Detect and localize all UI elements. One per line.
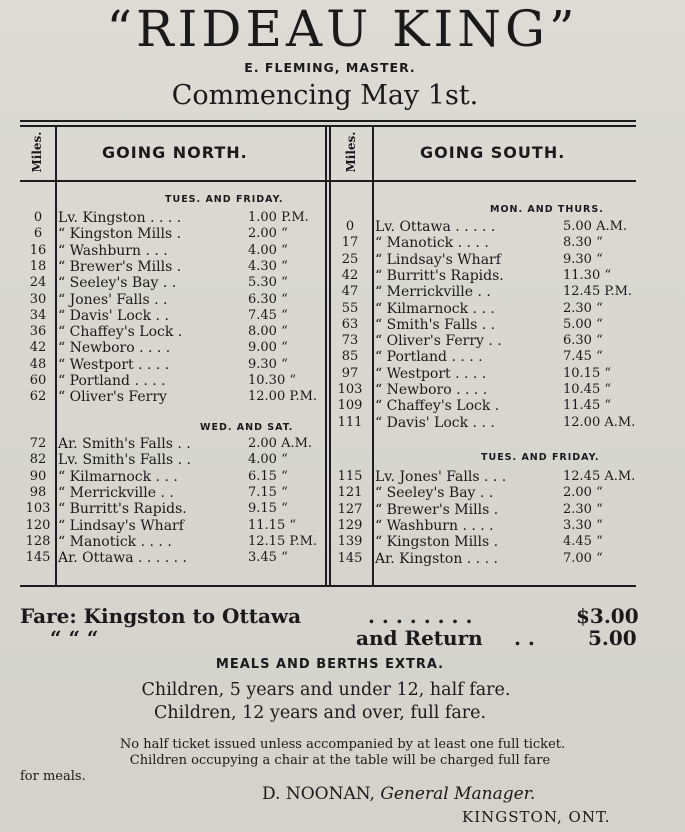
- row-miles: 47: [341, 284, 359, 300]
- row-time: 12.45 A.M.: [563, 469, 636, 484]
- row-miles: 85: [341, 349, 359, 365]
- row-station: “ Davis' Lock . . .: [375, 414, 495, 431]
- meals-note: for meals.: [20, 769, 86, 784]
- timetable-row: [330, 268, 640, 284]
- row-time: 2.00 “: [563, 485, 603, 501]
- timetable-row: [20, 308, 325, 324]
- timetable-row: [330, 235, 640, 251]
- timetable-row: [20, 357, 325, 373]
- timetable-row: [20, 518, 325, 534]
- row-time: 7.15 “: [248, 484, 288, 500]
- row-miles: 34: [29, 307, 47, 323]
- timetable-row: [330, 534, 640, 550]
- row-time: 7.45 “: [563, 349, 603, 365]
- master-line: E. FLEMING, MASTER.: [244, 60, 416, 75]
- row-time: 11.30 “: [563, 267, 611, 283]
- row-miles: 25: [341, 251, 359, 267]
- row-miles: 0: [345, 219, 355, 234]
- row-time: 10.45 “: [563, 382, 611, 397]
- row-time: 9.30 “: [563, 251, 603, 267]
- row-miles: 72: [29, 436, 47, 451]
- timetable-row: [330, 518, 640, 534]
- row-miles: 42: [29, 340, 47, 356]
- row-station: “ Westport . . . .: [58, 356, 170, 373]
- row-station: “ Oliver's Ferry: [58, 389, 167, 406]
- row-time: 12.00 P.M.: [248, 389, 318, 405]
- row-time: 9.00 “: [248, 340, 288, 356]
- fare-ditto-marks: “ “ “: [50, 626, 99, 650]
- children-full-fare: Children, 12 years and over, full fare.: [153, 703, 487, 723]
- row-miles: 115: [337, 469, 363, 484]
- commencing-line: Commencing May 1st.: [171, 80, 479, 111]
- timetable-row: [330, 485, 640, 501]
- row-miles: 103: [337, 382, 363, 397]
- row-miles: 6: [33, 226, 43, 242]
- row-station: “ Kingston Mills .: [58, 226, 182, 243]
- north-days-2: WED. AND SAT.: [200, 422, 294, 433]
- row-station: “ Oliver's Ferry . .: [375, 333, 502, 350]
- row-time: 12.15 P.M.: [248, 533, 318, 549]
- timetable-row: [330, 219, 640, 235]
- row-station: “ Kilmarnock . . .: [375, 300, 495, 317]
- row-time: 2.30 “: [563, 501, 603, 517]
- row-station: Lv. Smith's Falls . .: [58, 452, 191, 469]
- children-half-fare: Children, 5 years and under 12, half fare.: [141, 680, 511, 700]
- timetable-row: [20, 501, 325, 517]
- row-time: 7.45 “: [248, 307, 288, 323]
- timetable-row: [330, 415, 640, 431]
- timetable-row: [20, 259, 325, 275]
- timetable-row: [330, 333, 640, 349]
- row-station: “ Merrickville . .: [58, 484, 174, 501]
- timetable-row: [20, 373, 325, 389]
- table-top-rule-2: [20, 125, 636, 127]
- row-station: Ar. Kingston . . . .: [375, 550, 498, 567]
- timetable-row: [330, 301, 640, 317]
- row-time: 4.45 “: [563, 534, 603, 550]
- row-time: 3.30 “: [563, 517, 603, 533]
- row-station: “ Westport . . . .: [375, 365, 487, 382]
- meals-berths-note: MEALS AND BERTHS EXTRA.: [215, 657, 445, 672]
- row-time: 11.15 “: [248, 517, 296, 533]
- row-station: “ Chaffey's Lock .: [58, 324, 183, 341]
- row-station: Ar. Smith's Falls . .: [58, 436, 191, 452]
- row-miles: 0: [33, 210, 43, 225]
- row-miles: 17: [341, 235, 359, 251]
- row-time: 9.15 “: [248, 501, 288, 517]
- row-miles: 127: [337, 501, 363, 517]
- timetable-row: [330, 502, 640, 518]
- row-station: “ Portland . . . .: [375, 349, 483, 366]
- row-station: “ Washburn . . . .: [375, 517, 494, 534]
- timetable-row: [20, 340, 325, 356]
- row-time: 6.30 “: [248, 291, 288, 307]
- row-station: “ Brewer's Mills .: [58, 258, 182, 275]
- timetable-row: [20, 275, 325, 291]
- row-time: 2.00 A.M.: [248, 436, 313, 451]
- row-miles: 121: [337, 485, 363, 501]
- timetable-row: [330, 551, 640, 567]
- row-time: 9.30 “: [248, 356, 288, 372]
- row-miles: 90: [29, 468, 47, 484]
- manager-signature: [262, 784, 535, 804]
- row-miles: 120: [25, 517, 51, 533]
- row-miles: 73: [341, 333, 359, 349]
- row-miles: 98: [29, 484, 47, 500]
- row-time: 7.00 “: [563, 550, 603, 566]
- row-station: “ Davis' Lock . .: [58, 307, 169, 324]
- row-time: 12.45 P.M.: [563, 284, 633, 300]
- timetable-row: [20, 436, 325, 452]
- row-station: “ Manotick . . . .: [375, 235, 489, 252]
- south-days-1: MON. AND THURS.: [490, 204, 604, 215]
- row-miles: 145: [337, 550, 363, 566]
- timetable-row: [20, 389, 325, 405]
- timetable-row: [20, 469, 325, 485]
- row-miles: 145: [25, 550, 51, 566]
- timetable-row: [20, 550, 325, 566]
- timetable-row: [20, 210, 325, 226]
- row-station: “ Kingston Mills .: [375, 534, 499, 551]
- row-miles: 103: [25, 501, 51, 517]
- row-miles: 36: [29, 324, 47, 340]
- row-miles: 82: [29, 452, 47, 468]
- south-miles-label: Miles.: [344, 131, 358, 173]
- timetable-row: [330, 382, 640, 398]
- north-miles-label: Miles.: [30, 131, 44, 173]
- row-station: “ Chaffey's Lock .: [375, 398, 500, 415]
- center-divider-1: [325, 125, 327, 585]
- row-time: 11.45 “: [563, 398, 611, 414]
- row-time: 12.00 A.M.: [563, 414, 636, 430]
- fare-label: Fare: Kingston to Ottawa: [20, 604, 302, 628]
- half-ticket-note: No half ticket issued unless accompanied by at least one full ticket.: [119, 737, 566, 752]
- fare-dots-1: . . . . . . . .: [368, 604, 473, 628]
- timetable-row: [330, 469, 640, 485]
- row-station: Lv. Jones' Falls . . .: [375, 469, 507, 485]
- row-time: 2.00 “: [248, 226, 288, 242]
- manager-title: General Manager.: [380, 784, 536, 804]
- row-time: 10.30 “: [248, 373, 296, 388]
- row-miles: 24: [29, 275, 47, 291]
- timetable-row: [330, 317, 640, 333]
- row-station: “ Lindsay's Wharf: [375, 251, 501, 268]
- fare-return-label: and Return: [356, 626, 483, 650]
- row-time: 3.45 “: [248, 550, 288, 566]
- row-miles: 128: [25, 533, 51, 549]
- going-south-heading: GOING SOUTH.: [420, 143, 566, 162]
- row-station: “ Lindsay's Wharf: [58, 517, 184, 534]
- row-miles: 97: [341, 365, 359, 381]
- timetable-row: [330, 284, 640, 300]
- manager-location: KINGSTON, ONT.: [462, 808, 611, 826]
- row-station: “ Seeley's Bay . .: [58, 275, 177, 292]
- row-station: Ar. Ottawa . . . . . .: [58, 550, 187, 567]
- row-miles: 62: [29, 389, 47, 405]
- header-bottom-rule: [20, 180, 636, 182]
- row-station: “ Brewer's Mills .: [375, 501, 499, 518]
- timetable-row: [330, 366, 640, 382]
- row-time: 5.00 A.M.: [563, 219, 628, 234]
- timetable-row: [20, 534, 325, 550]
- row-station: “ Jones' Falls . .: [58, 291, 168, 308]
- row-station: “ Newboro . . . .: [58, 340, 171, 357]
- row-time: 6.30 “: [563, 333, 603, 349]
- timetable-row: [20, 485, 325, 501]
- timetable-row: [330, 398, 640, 414]
- row-time: 6.15 “: [248, 468, 288, 484]
- row-station: “ Kilmarnock . . .: [58, 468, 178, 485]
- timetable-row: [20, 452, 325, 468]
- timetable-row: [20, 324, 325, 340]
- south-days-2: TUES. AND FRIDAY.: [481, 452, 600, 463]
- row-station: “ Burritt's Rapids.: [58, 501, 187, 518]
- row-time: 10.15 “: [563, 365, 611, 381]
- row-miles: 30: [29, 291, 47, 307]
- row-time: 4.00 “: [248, 452, 288, 468]
- row-time: 5.00 “: [563, 316, 603, 332]
- row-miles: 18: [29, 258, 47, 274]
- row-station: “ Seeley's Bay . .: [375, 485, 494, 502]
- row-miles: 63: [341, 316, 359, 332]
- row-miles: 129: [337, 517, 363, 533]
- timetable-row: [330, 252, 640, 268]
- row-station: “ Portland . . . .: [58, 373, 166, 389]
- north-days-1: TUES. AND FRIDAY.: [165, 194, 284, 205]
- row-station: Lv. Kingston . . . .: [58, 210, 182, 226]
- row-miles: 42: [341, 267, 359, 283]
- row-station: “ Washburn . . .: [58, 242, 168, 259]
- table-bottom-rule: [20, 585, 636, 587]
- chair-note: Children occupying a chair at the table will be charged full fare: [129, 753, 551, 768]
- row-miles: 139: [337, 534, 363, 550]
- row-miles: 16: [29, 242, 47, 258]
- manager-name: D. NOONAN,: [262, 784, 375, 804]
- row-miles: 109: [337, 398, 363, 414]
- row-time: 4.00 “: [248, 242, 288, 258]
- row-time: 4.30 “: [248, 258, 288, 274]
- fare-line-1: [20, 604, 301, 628]
- row-time: 8.30 “: [563, 235, 603, 251]
- fare-price-1: $3.00: [576, 604, 639, 628]
- row-miles: 60: [29, 373, 47, 388]
- row-miles: 55: [341, 300, 359, 316]
- row-miles: 48: [29, 356, 47, 372]
- row-time: 2.30 “: [563, 300, 603, 316]
- going-north-heading: GOING NORTH.: [102, 143, 248, 162]
- timetable-row: [20, 292, 325, 308]
- table-top-rule: [20, 120, 636, 122]
- row-station: “ Smith's Falls . .: [375, 316, 496, 333]
- row-time: 8.00 “: [248, 324, 288, 340]
- row-station: “ Manotick . . . .: [58, 533, 172, 550]
- row-station: “ Merrickville . .: [375, 284, 491, 301]
- steamer-title: “RIDEAU KING”: [106, 0, 579, 58]
- row-station: “ Burritt's Rapids.: [375, 267, 504, 284]
- timetable-row: [20, 243, 325, 259]
- row-station: Lv. Ottawa . . . . .: [375, 219, 496, 235]
- row-time: 1.00 P.M.: [248, 210, 309, 225]
- fare-dots-2: . .: [514, 626, 535, 650]
- row-station: “ Newboro . . . .: [375, 382, 488, 398]
- row-time: 5.30 “: [248, 275, 288, 291]
- timetable-row: [330, 349, 640, 365]
- fare-price-2: 5.00: [588, 626, 637, 650]
- timetable-row: [20, 226, 325, 242]
- row-miles: 111: [337, 414, 363, 430]
